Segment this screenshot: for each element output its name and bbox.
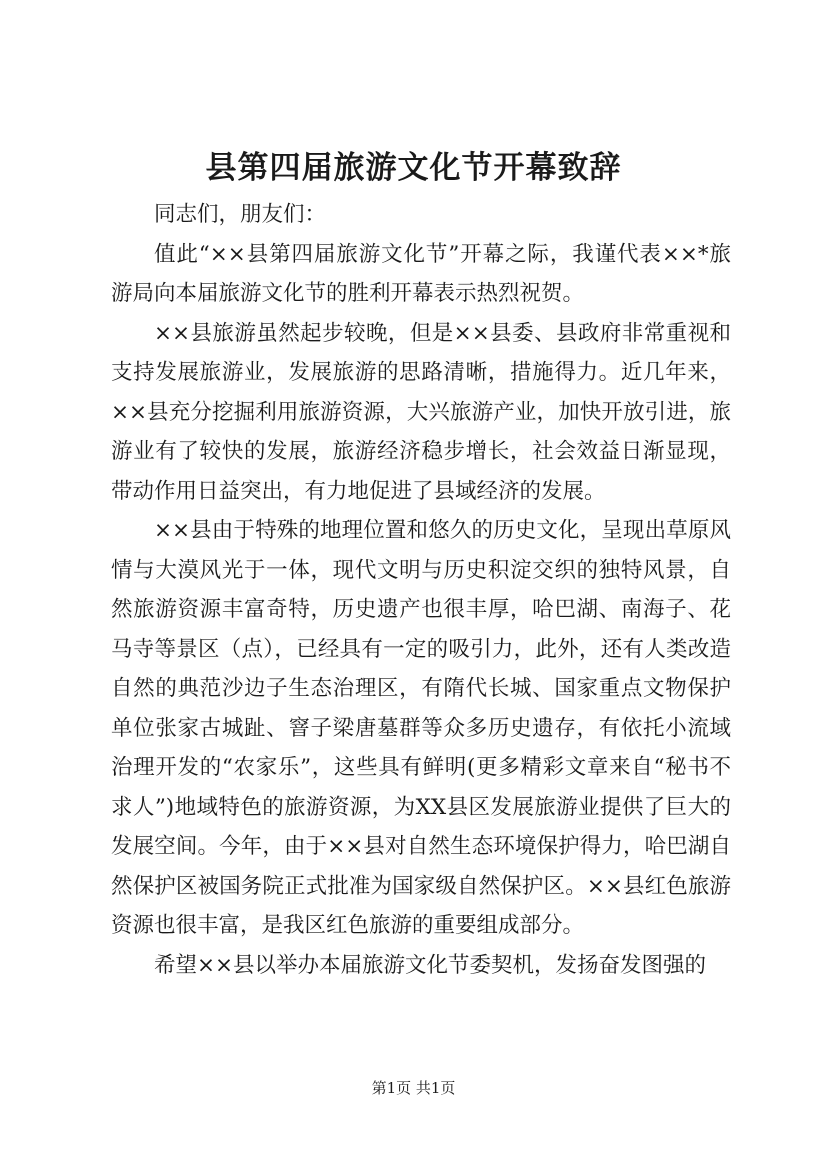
paragraph-1: 值此“××县第四届旅游文化节”开幕之际，我谨代表××*旅游局向本届旅游文化节的胜利开幕表示热烈祝贺。 (111, 241, 731, 306)
document-body (111, 195, 731, 985)
paragraph-4: 希望××县以举办本届旅游文化节委契机，发扬奋发图强的 (154, 952, 707, 978)
salutation: 同志们，朋友们： (154, 202, 327, 227)
paragraph-3: ××县由于特殊的地理位置和悠久的历史文化，呈现出草原风情与大漠风光于一体，现代文明与历史积淀交织的独特风景，自然旅游资源丰富奇特，历史遗产也很丰厚，哈巴湖、南海子、花马寺等景区（点），已经具有一定的吸引力，此外，还有人类改造自然的典范沙边子生态治理区，有隋代长城、国家重点文物保护单位张家古城趾、窨子梁唐墓群等众多历史遗存，有依托小流域治理开发的“农家乐”，这些具有鲜明(更多精彩文章来自“秘书不求人”)地域特色的旅游资源，为XX县区发展旅游业提供了巨大的发展空间。今年，由于××县对自然生态环境保护得力，哈巴湖自然保护区被国务院正式批准为国家级自然保护区。××县红色旅游资源也很丰富，是我区红色旅游的重要组成部分。 (111, 518, 731, 938)
paragraph-2: ××县旅游虽然起步较晚，但是××县委、县政府非常重视和支持发展旅游业，发展旅游的思路清晰，措施得力。近几年来，××县充分挖掘利用旅游资源，大兴旅游产业，加快开放引进，旅游业有了较快的发展，旅游经济稳步增长，社会效益日渐显现，带动作用日益突出，有力地促进了县域经济的发展。 (111, 320, 731, 504)
document-title: 县第四届旅游文化节开幕致辞 (205, 150, 622, 186)
page-footer: 第1页 共1页 (371, 1079, 456, 1097)
